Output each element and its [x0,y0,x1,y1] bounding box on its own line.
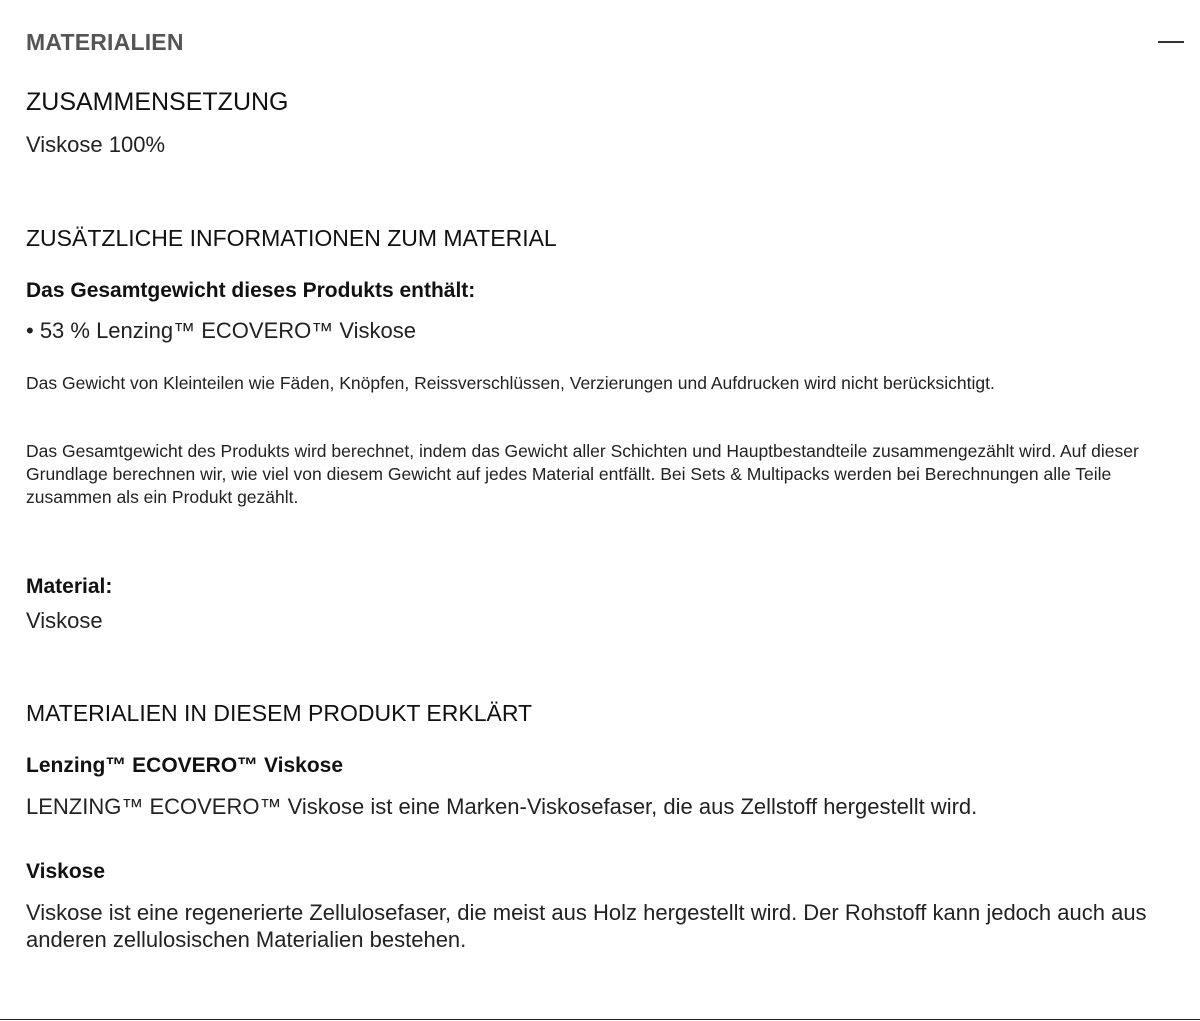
materials-panel [26,0,1176,1021]
material-label: Material: [26,575,113,598]
weight-label: Das Gesamtgewicht dieses Produkts enthält: [26,279,476,302]
note-small-parts: Das Gewicht von Kleinteilen wie Fäden, Knöpfen, Reissverschlüssen, Verzierungen und Aufdrucken wird nicht berücksichtigt. [26,373,995,393]
bottom-divider [0,1019,1200,1020]
weight-item: • 53 % Lenzing™ ECOVERO™ Viskose [26,318,417,343]
composition-heading: ZUSAMMENSETZUNG [26,88,289,116]
minus-icon [1158,41,1184,43]
material-value: Viskose [26,608,103,633]
material-description-ecovero: LENZING™ ECOVERO™ Viskose ist eine Marken-Viskosefaser, die aus Zellstoff hergestellt wird. [26,794,978,819]
materials-title: MATERIALIEN [26,29,184,55]
additional-info-heading: ZUSÄTZLICHE INFORMATIONEN ZUM MATERIAL [26,225,557,251]
explained-heading: MATERIALIEN IN DIESEM PRODUKT ERKLÄRT [26,700,533,726]
composition-value: Viskose 100% [26,132,166,157]
materials-accordion-header[interactable] [26,26,1176,60]
collapse-button[interactable] [1146,26,1186,58]
material-description-viskose: Viskose ist eine regenerierte Zellulosefaser, die meist aus Holz hergestellt wird. Der Rohstoff kann jedoch auch aus anderen zellulosischen Materialien bestehen. [26,900,1147,952]
material-name-ecovero: Lenzing™ ECOVERO™ Viskose [26,754,344,777]
note-calculation: Das Gesamtgewicht des Produkts wird berechnet, indem das Gewicht aller Schichten und Hauptbestandteile zusammengezählt wird. Auf dieser Grundlage berechnen wir, wie viel von diesem Gewicht auf jedes Material entfällt. Bei Sets & Multipacks werden bei Berechnungen alle Teile zusammen als ein Produkt gezählt. [26,441,1139,507]
material-name-viskose: Viskose [26,860,106,883]
